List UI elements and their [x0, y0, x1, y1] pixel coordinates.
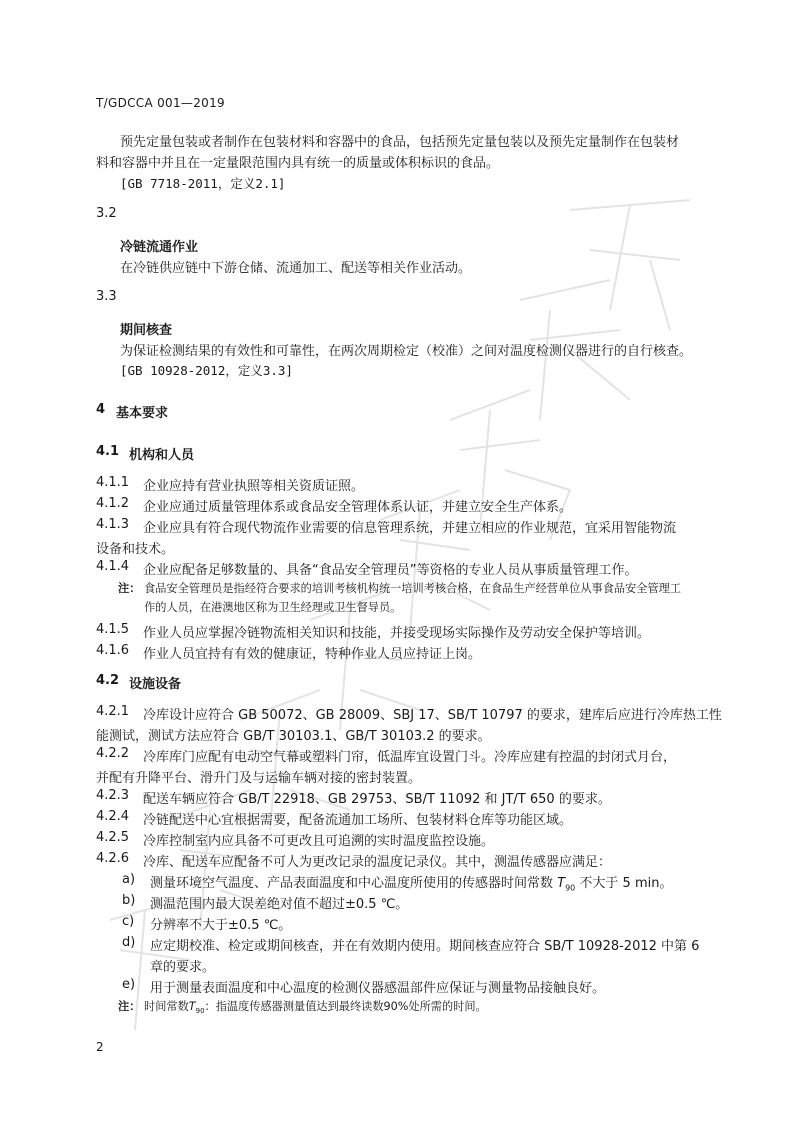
item-4-2-1-number: 4.2.1 [96, 704, 130, 719]
item-4-1-3-continuation: 设备和技术。 [96, 542, 175, 557]
definition-prev-line1: 预先定量包装或者制作在包装材料和容器中的食品，包括预先定量包装以及预先定量制作在包装材 [120, 135, 680, 150]
definition-prev-ref: [GB 7718-2011，定义2.1] [120, 176, 286, 191]
note-4-2-label: 注： [118, 1000, 141, 1013]
list-item-d-text: 应定期校准、检定或期间核查，并在有效期内使用。期间核查应符合 SB/T 10928-2012 中第 6 [150, 939, 700, 954]
section-4-2-number: 4.2 [96, 673, 120, 688]
definition-prev-line2: 料和容器中并且在一定量限范围内具有统一的质量或体积标识的食品。 [96, 156, 500, 171]
item-4-1-5-number: 4.1.5 [96, 622, 130, 637]
note-4-1-line2: 作的人员，在港澳地区称为卫生经理或卫生督导员。 [144, 601, 402, 614]
section-4-1-number: 4.1 [96, 444, 120, 459]
item-4-2-5-number: 4.2.5 [96, 830, 130, 845]
item-4-2-3-text: 配送车辆应符合 GB/T 22918、GB 29753、SB/T 11092 和 JT/T 650 的要求。 [143, 792, 611, 807]
item-4-1-4-text: 企业应配备足够数量的、具备“食品安全管理员”等资格的专业人员从事质量管理工作。 [143, 563, 638, 578]
document-code: T/GDCCA 001—2019 [96, 96, 225, 110]
clause-3-3-number: 3.3 [96, 289, 117, 304]
page-number: 2 [96, 1040, 104, 1054]
item-4-2-6-number: 4.2.6 [96, 851, 130, 866]
item-4-1-4-number: 4.1.4 [96, 559, 130, 574]
item-4-1-6-text: 作业人员宜持有有效的健康证，特种作业人员应持证上岗。 [143, 647, 482, 662]
item-4-2-6-text: 冷库、配送车应配备不可人为更改记录的温度记录仪。其中，测温传感器应满足： [143, 855, 612, 870]
list-item-e-mark: e) [122, 977, 136, 992]
note-4-1-line1: 食品安全管理员是指经符合要求的培训考核机构统一培训考核合格，在食品生产经营单位从事食品安全管理工 [144, 582, 682, 595]
clause-3-3-ref: [GB 10928-2012，定义3.3] [120, 363, 293, 378]
item-4-2-4-number: 4.2.4 [96, 809, 130, 824]
item-4-1-2-number: 4.1.2 [96, 496, 130, 511]
clause-3-2-definition: 在冷链供应链中下游仓储、流通加工、配送等相关作业活动。 [120, 261, 472, 276]
list-item-b-mark: b) [122, 893, 136, 908]
clause-3-2-number: 3.2 [96, 206, 117, 221]
item-4-2-2-text: 冷库库门应配有电动空气幕或塑料门帘，低温库宜设置门斗。冷库应建有控温的封闭式月台， [143, 750, 677, 765]
item-4-1-3-text: 企业应具有符合现代物流作业需要的信息管理系统，并建立相应的作业规范，宜采用智能物流 [143, 521, 677, 536]
list-item-e-text: 用于测量表面温度和中心温度的检测仪器感温部件应保证与测量物品接触良好。 [150, 981, 606, 996]
item-4-2-4-text: 冷链配送中心宜根据需要，配备流通加工场所、包装材料仓库等功能区域。 [143, 813, 573, 828]
list-item-b-text: 测温范围内最大误差绝对值不超过±0.5 ℃。 [150, 897, 409, 912]
item-4-2-1-continuation: 能测试，测试方法应符合 GB/T 30103.1、GB/T 30103.2 的要求。 [96, 729, 491, 744]
section-4-title: 基本要求 [116, 406, 169, 421]
section-4-1-title: 机构和人员 [129, 448, 195, 463]
section-4-number: 4 [96, 402, 106, 417]
item-4-1-6-number: 4.1.6 [96, 643, 130, 658]
clause-3-2-term: 冷链流通作业 [120, 240, 199, 255]
list-item-c-mark: c) [122, 914, 135, 929]
note-4-1-label: 注： [118, 582, 141, 595]
list-item-a-mark: a) [122, 872, 136, 887]
item-4-1-3-number: 4.1.3 [96, 517, 130, 532]
item-4-1-2-text: 企业应通过质量管理体系或食品安全管理体系认证，并建立安全生产体系。 [143, 500, 573, 515]
item-4-2-1-text: 冷库设计应符合 GB 50072、GB 28009、SBJ 17、SB/T 10797 的要求，建库后应进行冷库热工性 [143, 708, 722, 723]
item-4-1-1-number: 4.1.1 [96, 475, 130, 490]
note-4-2-text: 时间常数$T_{90}$：指温度传感器测量值达到最终读数90%处所需的时间。 [144, 1000, 487, 1016]
list-item-d-mark: d) [122, 935, 136, 950]
list-item-d-continuation: 章的要求。 [150, 960, 216, 975]
item-4-2-5-text: 冷库控制室内应具备不可更改且可追溯的实时温度监控设施。 [143, 834, 495, 849]
item-4-1-1-text: 企业应持有营业执照等相关资质证照。 [143, 479, 365, 494]
section-4-2-title: 设施设备 [129, 677, 182, 692]
item-4-2-2-number: 4.2.2 [96, 746, 130, 761]
list-item-c-text: 分辨率不大于±0.5 ℃。 [150, 918, 292, 933]
item-4-2-2-continuation: 并配有升降平台、滑升门及与运输车辆对接的密封装置。 [96, 771, 422, 786]
item-4-1-5-text: 作业人员应掌握冷链物流相关知识和技能，并接受现场实际操作及劳动安全保护等培训。 [143, 626, 651, 641]
clause-3-3-term: 期间核查 [120, 323, 173, 338]
list-item-a-text: 测量环境空气温度、产品表面温度和中心温度所使用的传感器时间常数 $T_{90}$ 不大于 5 min。 [150, 876, 673, 893]
clause-3-3-definition: 为保证检测结果的有效性和可靠性，在两次周期检定（校准）之间对温度检测仪器进行的自行核查。 [120, 344, 693, 359]
item-4-2-3-number: 4.2.3 [96, 788, 130, 803]
